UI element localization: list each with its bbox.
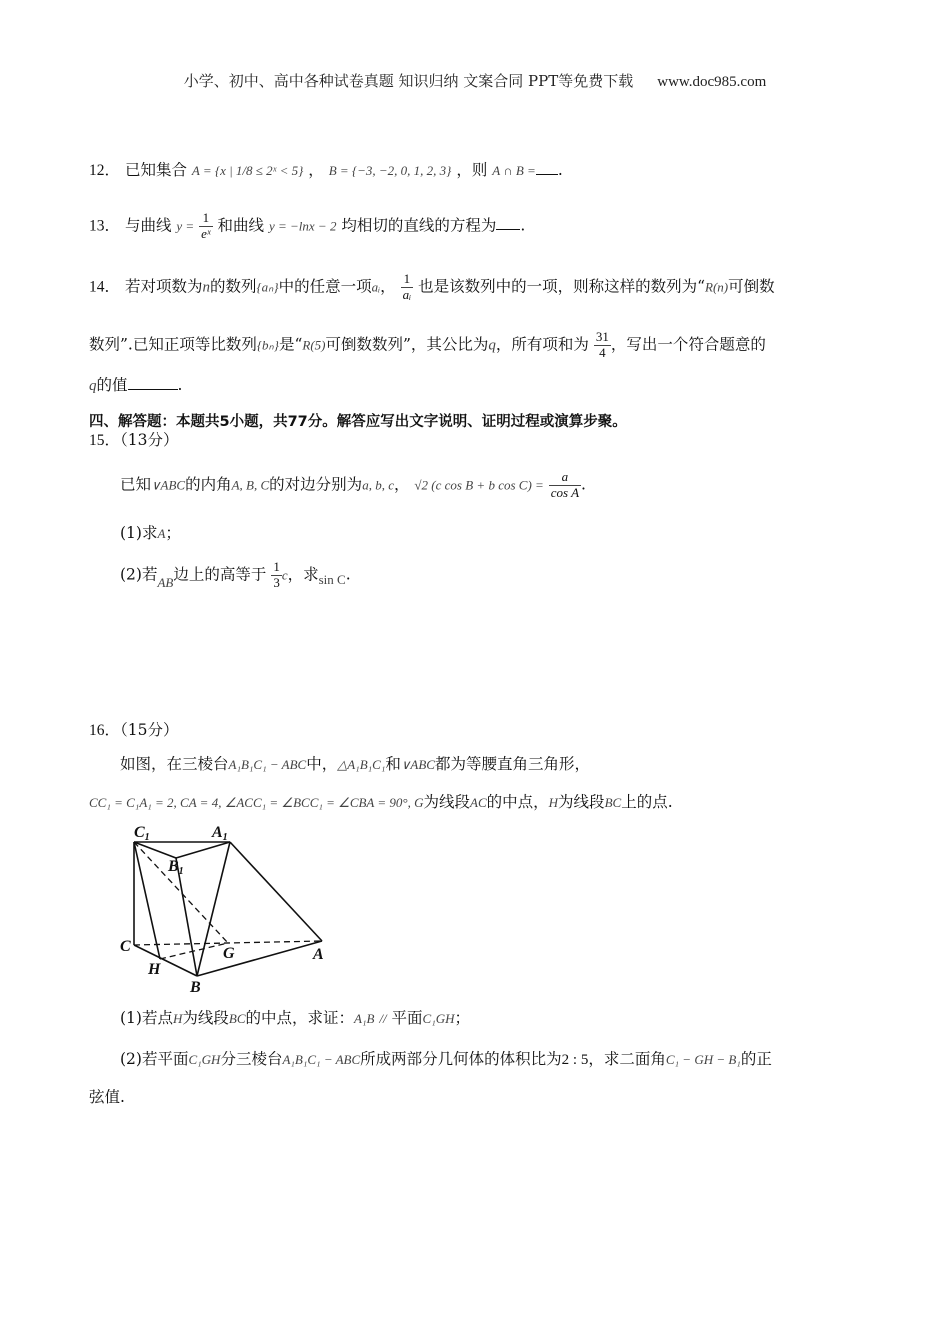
q16-part2-dihedral: C₁ − GH − B₁ (665, 1052, 741, 1067)
q15-part2-text-b: 边上的高等于 (173, 565, 267, 584)
q14-text-2e: ，写出一个符合题意的 (610, 335, 766, 354)
q16-part2-text-d: ，求二面角 (588, 1050, 666, 1068)
q15-part1-text: (1)求 (120, 524, 158, 542)
q16-part1-parallel: // (379, 1011, 387, 1026)
q14-text-1f: 可倒数 (728, 277, 775, 296)
q13-curve2: y = −lnx − 2 (268, 218, 337, 234)
label-a: A (313, 946, 324, 963)
question-14-line-1 (89, 272, 775, 303)
label-a1 (211, 824, 228, 843)
q13-answer-blank[interactable] (496, 229, 520, 230)
q15-height-fraction (271, 560, 282, 591)
q14-text-3: 的值 (96, 376, 128, 394)
label-b1 (167, 858, 184, 877)
edge-b1-a1 (176, 842, 230, 858)
frustum-figure (110, 818, 340, 998)
q16-part1-h: H (172, 1011, 183, 1026)
label-g: G (223, 945, 235, 962)
q16-text-1b: 中， (306, 755, 338, 773)
section-4-heading: 四、解答题：本题共5小题，共77分。解答应写出文字说明、证明过程或演算步聚。 (89, 414, 627, 430)
question-14-line-3 (89, 373, 182, 395)
q16-header (89, 718, 179, 740)
q14-text-2a: 数列”.已知正项等比数列 (89, 335, 257, 354)
label-b1-letter: B (168, 858, 179, 875)
q16-part1-a1b: A₁B (354, 1011, 375, 1026)
q12-ask: A ∩ B = (492, 163, 536, 178)
q15-text-1e: . (581, 475, 586, 494)
q15-h-c: c (281, 567, 288, 583)
q15-triangle: ∨ABC (151, 477, 186, 493)
q16-text-1c: 和 (385, 755, 401, 773)
q16-part2-text-f: 弦值. (89, 1088, 125, 1106)
label-b1-sub: 1 (178, 866, 184, 877)
page-header (0, 70, 950, 91)
edge-c1-h (134, 842, 160, 959)
q13-frac-den: eˣ (201, 225, 211, 241)
q13-curve1-fraction (199, 211, 212, 242)
q16-number: 16． (89, 722, 121, 739)
q12-set-a: A = {x | 1/8 ≤ 2ˣ < 5} (191, 163, 304, 178)
q14-answer-blank[interactable] (128, 389, 178, 390)
label-b: B (190, 979, 201, 996)
q15-sinc: sin C (318, 572, 346, 588)
q16-part2-text-e: 的正 (740, 1050, 772, 1068)
q12-end: . (557, 161, 563, 179)
q15-h-den: 3 (273, 574, 280, 590)
q15-text-1b: 的内角 (185, 475, 232, 494)
q14-text-1e: 也是该数列中的一项，则称这样的数列为“ (418, 277, 706, 296)
q15-part2-end: . (345, 565, 351, 584)
q16-part2-plane: C₁GH (188, 1052, 221, 1067)
q13-end: . (520, 216, 526, 235)
q15-header (89, 428, 179, 450)
q12-text-2: ，则 (456, 161, 488, 179)
figure-hidden-edges (134, 842, 322, 959)
q14-text-1d: ， (380, 277, 396, 296)
q12-set-b: B = {−3, −2, 0, 1, 2, 3} (328, 163, 452, 178)
label-c: C (120, 938, 131, 955)
q12-number: 12． (89, 162, 121, 179)
q14-q: q (488, 337, 496, 354)
edge-b-a (197, 941, 322, 976)
q16-text-2b: 为线段 (423, 793, 471, 811)
q16-part1-plane: C₁GH (422, 1011, 455, 1026)
q15-eq-num: a (549, 470, 581, 486)
q16-text-2d: 为线段 (558, 793, 605, 811)
q15-angles: A, B, C (231, 477, 270, 493)
question-13 (89, 211, 525, 242)
q15-part2-text-c: ，求 (287, 565, 319, 584)
q16-text-1d: 都为等腰直角三角形， (434, 755, 590, 773)
q16-part1-text-c: 的中点，求证： (245, 1009, 355, 1027)
question-12 (89, 158, 563, 180)
header-site-link[interactable]: www.doc985.com (657, 74, 767, 90)
q13-frac-num: 1 (199, 211, 212, 227)
q16-line-1 (120, 752, 590, 774)
q15-stem (120, 470, 586, 501)
q14-inverse-fraction (401, 272, 414, 303)
q16-part2-text-c: 所成两部分几何体的体积比为 (360, 1050, 562, 1068)
q14-text-2b: 是“ (278, 335, 303, 354)
q12-answer-blank[interactable] (536, 174, 558, 175)
q16-part1-text-d: 平面 (391, 1009, 423, 1027)
q14-sum-fraction (594, 330, 611, 361)
q16-part1-text-a: (1)若点 (120, 1009, 173, 1027)
q14-q2: q (89, 378, 97, 394)
edge-c1-b1 (134, 842, 176, 858)
q13-text: 与曲线 (124, 216, 172, 235)
q14-inv-den: aᵢ (402, 286, 412, 302)
q16-part1-end: ； (454, 1009, 471, 1027)
q16-h: H (548, 795, 559, 810)
q16-text-2e: 上的点. (621, 793, 673, 811)
q15-text-1c: 的对边分别为 (269, 475, 363, 494)
q14-inv-num: 1 (401, 272, 414, 288)
q16-part2-text-a: (2)若平面 (120, 1050, 189, 1068)
q14-bn: {bₙ} (256, 337, 279, 353)
q16-ac: AC (470, 795, 487, 810)
label-a1-letter: A (212, 824, 223, 841)
q15-text-1d: ， (393, 475, 410, 494)
label-c1-sub: 1 (144, 832, 150, 843)
q15-part2-ab: AB (157, 575, 174, 591)
q14-text-2d: ，所有项和为 (495, 335, 589, 354)
q15-part-2 (120, 560, 351, 591)
q14-r5: R(5) (302, 337, 326, 353)
q16-part2-ratio: 2 : 5 (561, 1052, 589, 1068)
q16-text-2c: 的中点， (486, 793, 549, 811)
q16-triangle-2: ∨ABC (400, 757, 435, 772)
q16-bc: BC (604, 795, 622, 810)
q15-part-1 (120, 521, 181, 543)
q16-part1-bc: BC (228, 1011, 246, 1026)
q15-h-num: 1 (273, 559, 280, 574)
q14-ai: aᵢ (371, 279, 381, 295)
q12-text: 已知集合 (124, 161, 187, 179)
q15-equation-fraction (549, 470, 581, 501)
q16-text-1a: 如图，在三棱台 (120, 755, 229, 773)
q16-frustum: A₁B₁C₁ − ABC (228, 757, 307, 772)
q14-sum-num: 31 (595, 329, 609, 344)
q15-part1-end: ； (165, 524, 181, 542)
q15-eq-den: cos A (550, 484, 580, 500)
q13-text-2: 和曲线 (217, 216, 265, 235)
q14-sum-den: 4 (599, 344, 606, 360)
q13-text-3: 均相切的直线的方程为 (341, 216, 497, 235)
q12-separator: ， (308, 161, 324, 179)
edge-a1-a (230, 842, 322, 941)
edge-c-b (134, 945, 197, 976)
q14-end: . (177, 376, 183, 394)
q16-part-1 (120, 1006, 470, 1028)
q15-number: 15． (89, 432, 121, 449)
q14-an: {aₙ} (256, 279, 279, 295)
q13-number: 13． (89, 217, 121, 235)
q16-part-2-line-2 (89, 1085, 125, 1107)
label-c1 (134, 824, 150, 843)
q14-text-2c: 可倒数数列”，其公比为 (325, 335, 489, 354)
q14-n: n (202, 279, 210, 296)
q14-number: 14． (89, 278, 121, 296)
q15-score: （13分） (120, 431, 179, 449)
q13-curve1-lhs: y = (176, 218, 195, 234)
q14-text-1c: 中的任意一项 (278, 277, 372, 296)
q14-text-1b: 的数列 (209, 277, 257, 296)
label-h: H (148, 961, 161, 978)
q15-sides: a, b, c (362, 477, 394, 493)
q16-part1-text-b: 为线段 (182, 1009, 229, 1027)
q16-part-2-line-1 (120, 1047, 772, 1069)
q14-text-1a: 若对项数为 (124, 277, 203, 296)
q15-part1-var: A (157, 526, 166, 541)
q15-equation-lhs: √2 (c cos B + b cos C) = (414, 477, 544, 493)
q15-part2-text-a: (2)若 (120, 565, 158, 584)
question-14-line-2 (89, 330, 766, 361)
q16-part2-text-b: 分三棱台 (220, 1050, 283, 1068)
label-a1-sub: 1 (222, 832, 228, 843)
label-c1-letter: C (134, 824, 145, 841)
q16-g: , G (407, 795, 424, 810)
header-text: 小学、初中、高中各种试卷真题 知识归纳 文案合同 PPT等免费下载 (183, 72, 634, 90)
q16-line-2 (89, 790, 673, 812)
q16-part2-frustum: A₁B₁C₁ − ABC (282, 1052, 361, 1067)
q16-conditions: CC₁ = C₁A₁ = 2, CA = 4, ∠ACC₁ = ∠BCC₁ = ∠CBA = 90° (89, 795, 408, 810)
q16-score: （15分） (120, 721, 179, 739)
q16-triangle-1: △A₁B₁C₁ (337, 757, 386, 772)
q15-text-1a: 已知 (120, 475, 152, 494)
q14-rn: R(n) (705, 279, 729, 295)
